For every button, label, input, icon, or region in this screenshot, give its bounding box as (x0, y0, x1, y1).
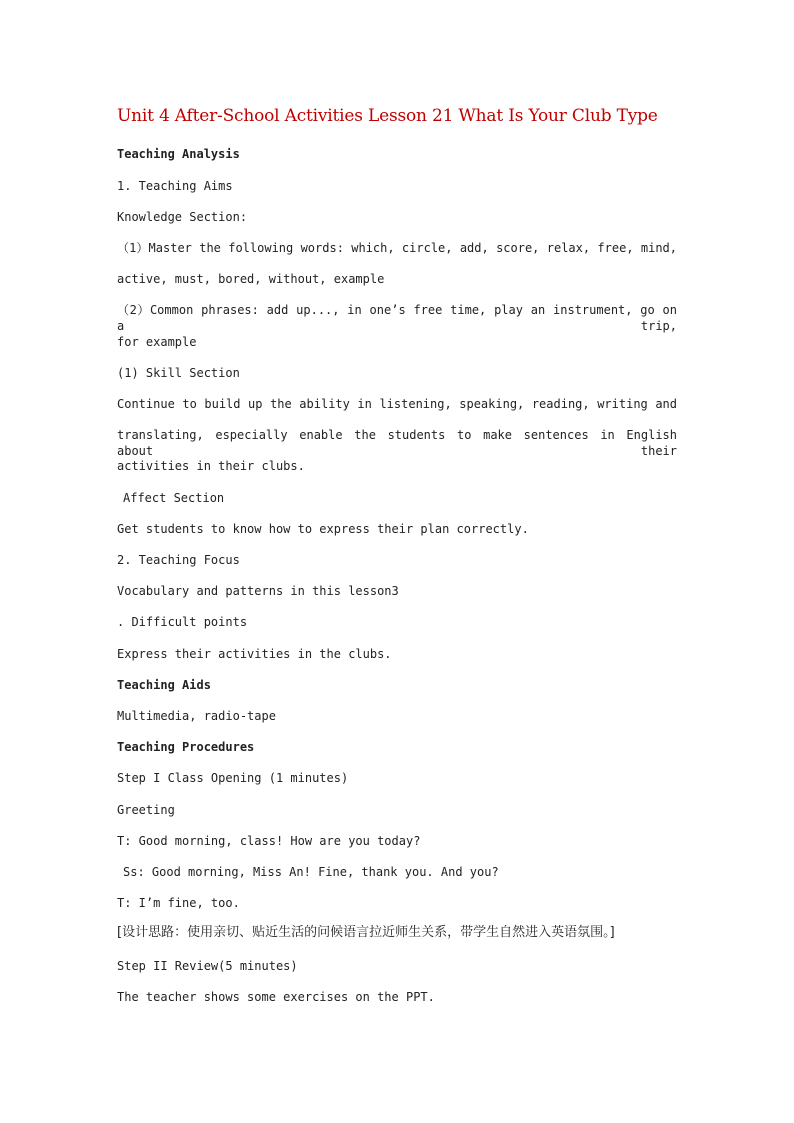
aids-text: Multimedia, radio-tape (117, 709, 276, 723)
section-difficult-points: . Difficult points (117, 615, 248, 629)
heading-teaching-procedures: Teaching Procedures (117, 740, 255, 754)
design-note: [设计思路：使用亲切、贴近生活的问候语言拉近师生关系，带学生自然进入英语氛围。] (117, 925, 615, 940)
dialogue-teacher-2: T: I’m fine, too. (117, 896, 240, 910)
affect-text: Get students to know how to express their plan correctly. (117, 522, 529, 536)
heading-teaching-aids: Teaching Aids (117, 678, 211, 692)
heading-teaching-analysis: Teaching Analysis (117, 147, 240, 161)
document-title: Unit 4 After-School Activities Lesson 21 What Is Your Club Type (117, 106, 658, 126)
step-2-heading: Step II Review(5 minutes) (117, 959, 298, 973)
section-teaching-aims: 1. Teaching Aims (117, 179, 233, 193)
words-line-2: active, must, bored, without, example (117, 272, 385, 286)
words-line-1: （1）Master the following words: which, circle, add, score, relax, free, mind, (117, 241, 677, 255)
dialogue-students: Ss: Good morning, Miss An! Fine, thank you. And you? (123, 865, 499, 879)
difficult-text: Express their activities in the clubs. (117, 647, 392, 661)
greeting-label: Greeting (117, 803, 175, 817)
section-teaching-focus: 2. Teaching Focus (117, 553, 240, 567)
phrases-line-2: for example (117, 335, 197, 349)
section-affect: Affect Section (123, 491, 225, 505)
skill-text-line-3: activities in their clubs. (117, 459, 305, 473)
dialogue-teacher-1: T: Good morning, class! How are you today? (117, 834, 421, 848)
skill-text-line-2: translating, especially enable the students to make sentences in English about their (117, 428, 677, 458)
step-1-heading: Step I Class Opening (1 minutes) (117, 771, 349, 785)
section-skill: (1) Skill Section (117, 366, 240, 380)
phrases-line-1: （2）Common phrases: add up..., in one’s free time, play an instrument, go on a trip, (117, 303, 677, 333)
section-knowledge: Knowledge Section: (117, 210, 248, 224)
skill-text-line-1: Continue to build up the ability in listening, speaking, reading, writing and (117, 397, 677, 411)
review-text: The teacher shows some exercises on the PPT. (117, 990, 435, 1004)
focus-text: Vocabulary and patterns in this lesson3 (117, 584, 399, 598)
